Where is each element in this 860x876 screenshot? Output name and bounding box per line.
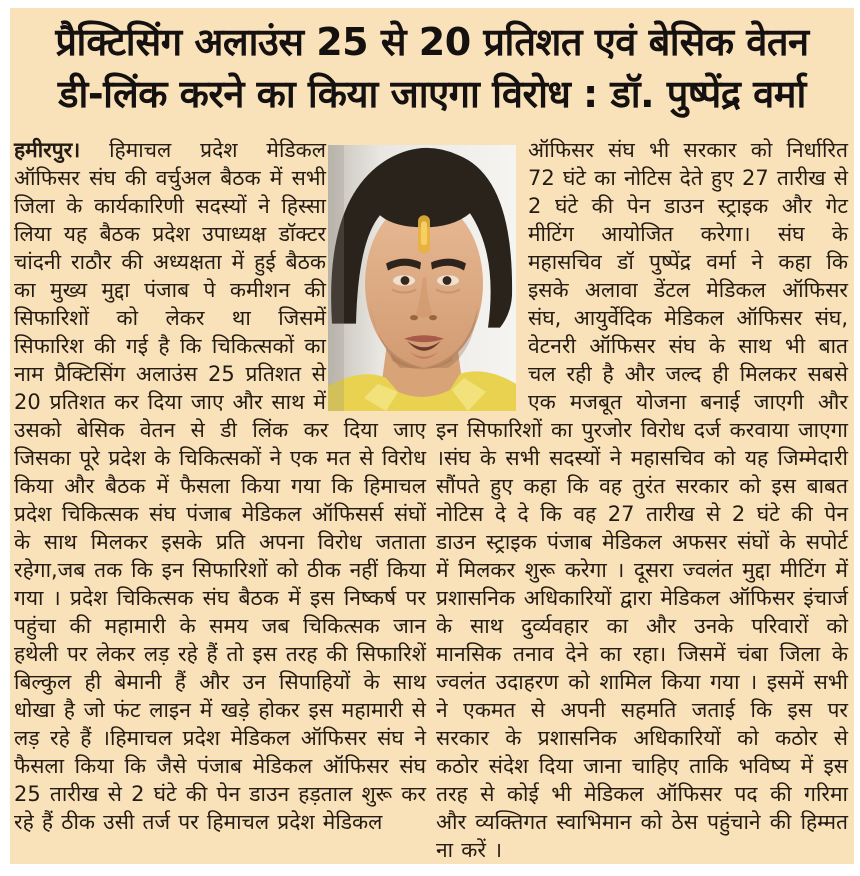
- left-nostril: [410, 315, 418, 320]
- left-iris: [401, 276, 410, 285]
- headline: [10, 16, 854, 120]
- right-iris: [443, 276, 452, 285]
- article-text-right: ऑफिसर संघ भी सरकार को निर्धारित 72 घंटे का नोटिस देते हुए 27 तारीख से 2 घंटे की पेन डाउन स्ट्राइक और गेट मीटिंग आयोजित करेगा। संघ के महासचिव डॉ पुष्पेंद्र वर्मा ने कहा कि इसके अलावा डेंटल मेडिकल ऑफिसर संघ, आयुर्वेदिक मेडिकल ऑफिसर संघ, वेटनरी ऑफिसर संघ के साथ भी बात चल रही है और जल्द ही मिलकर सबसे एक मजबूत योजना बनाई जाएगी और इन सिफारिशों का पुरजोर विरोध दर्ज करवाया जाएगा ।संघ के सभी सदस्यों ने महासचिव को यह जिम्मेदारी सौंपते हुए कहा कि वह तुरंत सरकार को इस बाबत नोटिस दे दे कि वह 27 तारीख से 2 घंटे की पेन डाउन स्ट्राइक पंजाब मेडिकल अफसर संघों के सपोर्ट में मिलकर शुरू करेगा । दूसरा ज्वलंत मुद्दा मीटिंग में प्रशासनिक अधिकारियों द्वारा मेडिकल ऑफिसर इंचार्ज के साथ दुर्व्यवहार का और उनके परिवारों को मानसिक तनाव देने का रहा। जिसमें चंबा जिला के ज्वलंत उदाहरण को शामिल किया गया । इसमें सभी ने एकमत से अपनी सहमति जताई कि इस पर सरकार के प्रशासनिक अधिकारियों को कठोर से कठोर संदेश दिया जाना चाहिए ताकि भविष्य में इस तरह से कोई भी मेडिकल ऑफिसर पद की गरिमा और व्यक्तिगत स्वाभिमान को ठेस पहुंचाने की हिम्मत ना करें ।: [436, 138, 848, 862]
- dateline: हमीरपुर।: [14, 138, 81, 162]
- portrait-photo: [328, 145, 516, 411]
- headline-line-1: प्रैक्टिसिंग अलाउंस 25 से 20 प्रतिशत एवं बेसिक वेतन: [55, 20, 809, 64]
- newspaper-page: [10, 8, 854, 864]
- right-nostril: [429, 315, 437, 320]
- article-text-left: हिमाचल प्रदेश मेडिकल ऑफिसर संघ की वर्चुअल बैठक में सभी जिला के कार्यकारिणी सदस्यों ने हिस्सा लिया यह बैठक प्रदेश उपाध्यक्ष डॉक्टर चांदनी राठौर की अध्यक्षता में हुई बैठक का मुख्य मुद्दा पंजाब पे कमीशन की सिफारिशों को लेकर था जिसमें सिफारिश की गई है कि चिकित्सकों का नाम प्रैक्टिसिंग अलाउंस 25 प्रतिशत से 20 प्रतिशत कर दिया जाए और साथ में उसको बेसिक वेतन से डी लिंक कर दिया जाए जिसका पूरे प्रदेश के चिकित्सकों ने एक मत से विरोध किया और बैठक में फैसला किया गया कि हिमाचल प्रदेश चिकित्सक संघ पंजाब मेडिकल ऑफिसर्स संघों के साथ मिलकर इसके प्रति अपना विरोध जताता रहेगा,जब तक कि इन सिफारिशों को ठीक नहीं किया गया । प्रदेश चिकित्सक संघ बैठक में इस निष्कर्ष पर पहुंचा की महामारी के समय जब चिकित्सक जान हथेली पर लेकर लड़ रहे हैं तो इस तरह की सिफारिशें बिल्कुल ही बेमानी हैं और उन सिपाहियों के साथ धोखा है जो फंट लाइन में खड़े होकर इस महामारी से लड़ रहे हैं ।हिमाचल प्रदेश मेडिकल ऑफिसर संघ ने फैसला किया कि जैसे पंजाब मेडिकल ऑफिसर संघ 25 तारीख से 2 घंटे की पेन डाउन हड़ताल शुरू कर रहे हैं ठीक उसी तर्ज पर हिमाचल प्रदेश मेडिकल: [14, 138, 426, 834]
- tilak-highlight: [421, 221, 427, 245]
- photo-left-shadow: [328, 145, 344, 411]
- portrait-illustration: [328, 145, 516, 411]
- headline-line-2: डी-लिंक करने का किया जाएगा विरोध : डॉ. पुष्पेंद्र वर्मा: [58, 72, 806, 116]
